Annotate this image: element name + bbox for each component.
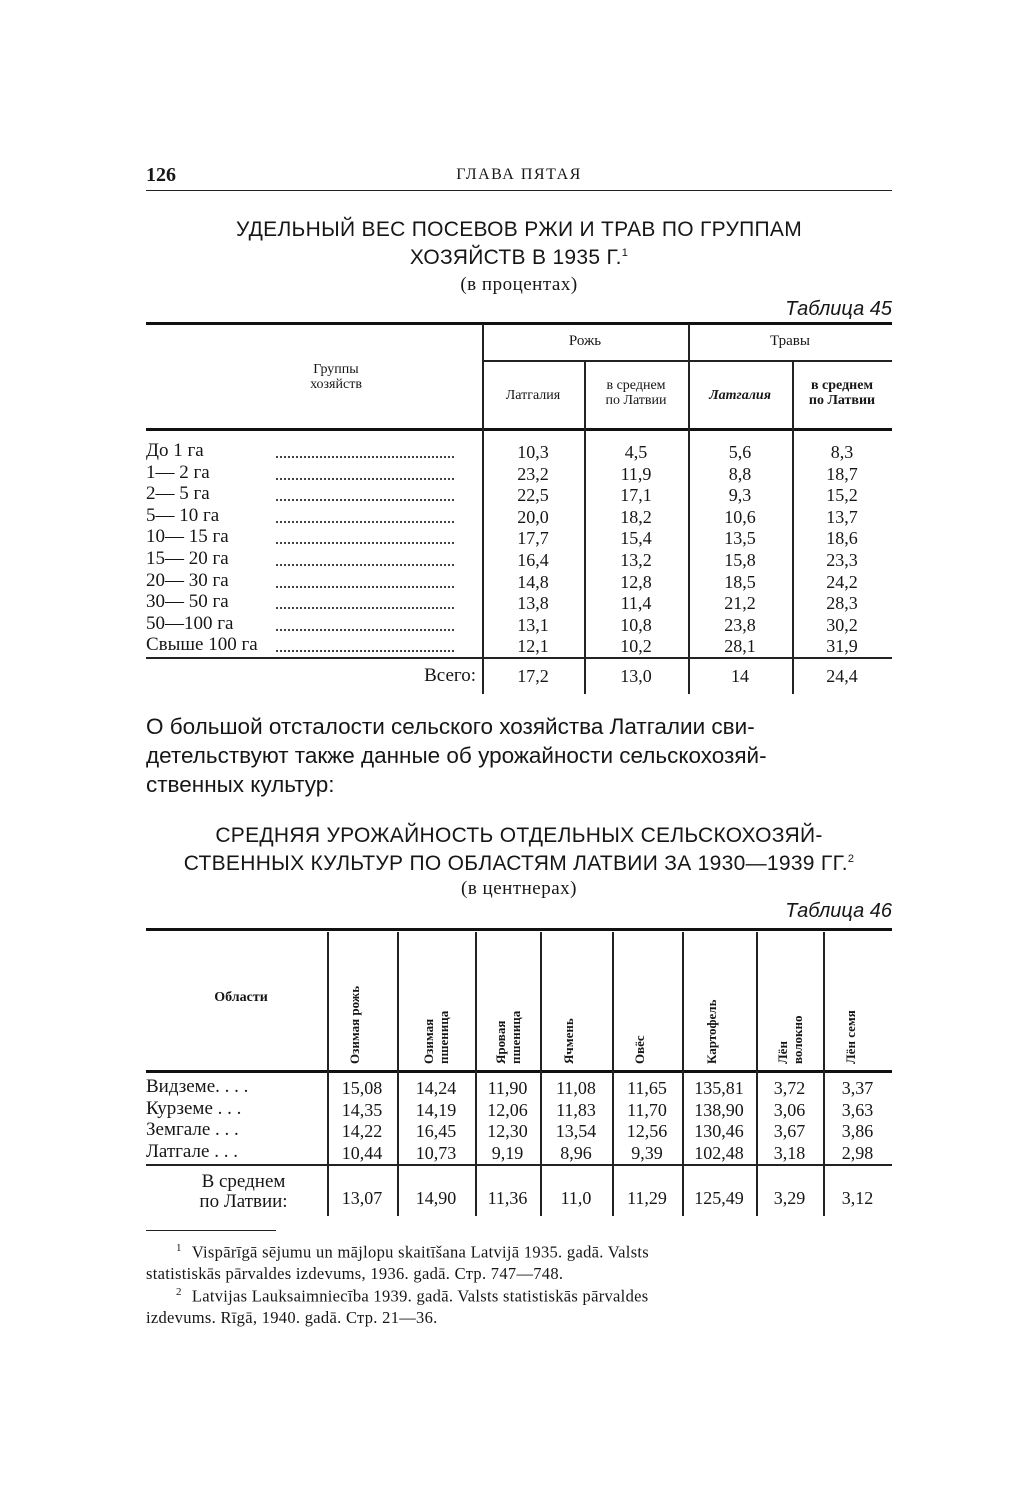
row-label: 2— 5 га: [146, 483, 210, 505]
table45-cell: 17,7: [517, 528, 549, 549]
avg-header-line: в среднем: [811, 378, 873, 393]
table45-cell: 14,8: [517, 571, 549, 592]
table45-cell: 23,2: [517, 463, 549, 484]
table45-cell: 10,3: [517, 442, 549, 462]
table45-cell: 23,3: [826, 550, 858, 570]
footnote-ref-2: 2: [847, 853, 855, 865]
table45-cell: 18,5: [724, 571, 756, 592]
leader-dots: [276, 456, 454, 458]
crop-column-header: Яровая пшеница: [492, 1010, 523, 1064]
grass-header: Травы: [770, 333, 810, 349]
rye-latgale-header: Латгалия: [505, 388, 561, 403]
table45-cell: 17,1: [620, 485, 652, 506]
footnote-1-text: Vispārīgā sējumu un mājlopu skaitīšana Latvijā 1935. gadā. Valsts: [191, 1242, 650, 1262]
table46-label: Таблица 46: [785, 900, 892, 922]
leader-dots: [276, 499, 454, 501]
table45-cell: 16,4: [517, 550, 549, 570]
table45-cell: 11,9: [620, 463, 652, 484]
table45-cell: 13,2: [620, 550, 652, 570]
table45-cell: 10,2: [620, 636, 652, 657]
table45-title-text: ХОЗЯЙСТВ В 1935 Г.: [409, 246, 622, 269]
table46-cell: 9,39: [631, 1142, 663, 1163]
footnote-2-text: Latvijas Lauksaimniecība 1939. gadā. Valsts statistiskās pārvaldes: [191, 1286, 649, 1306]
average-cell: 3,12: [841, 1188, 874, 1208]
table45-cell: 21,2: [724, 593, 756, 614]
table46-cell: 138,90: [694, 1099, 744, 1120]
table46-cell: 11,08: [556, 1078, 596, 1098]
table46-cell: 10,73: [415, 1142, 457, 1163]
table46-cell: 3,86: [841, 1121, 874, 1141]
table46-divider: [540, 932, 542, 1216]
table46-cell: 3,63: [841, 1099, 874, 1120]
table45-cell: 13,7: [826, 506, 858, 527]
table46-cell: 8,96: [560, 1142, 592, 1163]
rye-average-header: [584, 378, 688, 408]
table46-title-line2: [146, 852, 892, 876]
average-label-line: В среднем: [201, 1171, 286, 1192]
leader-dots: [276, 542, 454, 544]
total-value: 17,2: [517, 666, 549, 686]
table46-cell: 12,56: [626, 1121, 668, 1141]
total-label: Всего:: [424, 665, 476, 686]
table45-cell: 8,3: [830, 442, 854, 462]
average-cell: 11,0: [560, 1188, 592, 1208]
total-value: 24,4: [826, 666, 858, 686]
leader-dots: [276, 607, 454, 609]
table46-cell: 14,22: [341, 1121, 383, 1141]
footnote-1-first-line: [146, 1238, 892, 1263]
table45-cell: 18,2: [620, 506, 652, 527]
table46-divider: [475, 932, 477, 1216]
average-cell: 13,07: [341, 1188, 383, 1208]
avg-header-line: в среднем: [606, 378, 666, 393]
leader-dots: [276, 629, 454, 631]
table46-cell: 10,44: [341, 1142, 383, 1163]
rye-header: Рожь: [568, 333, 602, 349]
footnote-2: [146, 1282, 892, 1328]
crop-column-header: Ячмень: [561, 1018, 576, 1064]
total-value: 13,0: [620, 666, 652, 686]
average-cell: 125,49: [694, 1188, 744, 1208]
table45-cell: 9,3: [728, 485, 752, 506]
group-header-line: хозяйств: [310, 377, 362, 392]
table45-cell: 5,6: [728, 442, 752, 462]
chapter-title: ГЛАВА ПЯТАЯ: [456, 166, 582, 183]
table46-average-rule: [146, 1164, 892, 1166]
table45-cell: 13,5: [724, 528, 756, 549]
region-row-label: Земгале . . .: [146, 1119, 239, 1140]
row-label: 20— 30 га: [146, 569, 229, 591]
row-label: 10— 15 га: [146, 526, 229, 548]
table45-label: Таблица 45: [785, 298, 892, 320]
table45-cell: 15,4: [620, 528, 652, 549]
table45: [146, 322, 892, 696]
table46-top-rule: [146, 928, 892, 931]
table45-cell: 18,7: [826, 463, 858, 484]
crop-column-header: Озимая пшеница: [421, 1010, 451, 1064]
avg-header-line: по Латвии: [808, 393, 876, 408]
table45-cell: 13,8: [517, 593, 549, 614]
table46-cell: 130,46: [694, 1121, 744, 1141]
table46-cell: 3,37: [841, 1078, 874, 1098]
row-label: 30— 50 га: [146, 591, 229, 613]
table46-title-line1: СРЕДНЯЯ УРОЖАЙНОСТЬ ОТДЕЛЬНЫХ СЕЛЬСКОХОЗЯЙ-: [215, 824, 823, 847]
footnote-1-text: statistiskās pārvaldes izdevums, 1936. gadā. Стр. 747—748.: [146, 1263, 564, 1283]
table45-cell: 24,2: [826, 571, 858, 592]
table45-cell: 28,3: [826, 593, 858, 614]
running-head: [146, 164, 892, 191]
table45-header-rule: [146, 428, 892, 431]
table45-cell: 12,8: [620, 571, 652, 592]
table46-cell: 12,30: [487, 1121, 528, 1141]
table46-cell: 15,08: [341, 1078, 383, 1098]
page-number: 126: [146, 164, 176, 186]
row-label: 15— 20 га: [146, 548, 229, 569]
region-row-label: Видземе. . . .: [146, 1076, 249, 1097]
row-label: До 1 га: [146, 440, 204, 461]
crop-column-header: Лён волокно: [774, 1015, 805, 1064]
table45-cell: 28,1: [724, 636, 756, 657]
table46-cell: 9,19: [491, 1142, 524, 1163]
group-header: [246, 362, 426, 392]
table46-cell: 14,35: [341, 1099, 383, 1120]
avg-header-line: по Латвии: [605, 393, 667, 408]
footnote-2-first-line: [146, 1282, 892, 1307]
average-cell: 11,29: [627, 1188, 667, 1208]
average-label: [166, 1172, 321, 1212]
table46-cell: 3,18: [773, 1142, 806, 1163]
table45-cell: 15,2: [826, 485, 858, 506]
table46-divider: [682, 932, 684, 1216]
average-cell: 3,29: [773, 1188, 806, 1208]
table45-cell: 10,6: [724, 506, 756, 527]
table45-cell: 11,4: [620, 593, 652, 614]
table46-divider: [612, 932, 614, 1216]
table46-cell: 3,67: [773, 1121, 806, 1141]
table46-cell: 102,48: [694, 1142, 744, 1163]
table46-cell: 14,19: [415, 1099, 457, 1120]
row-label: Свыше 100 га: [146, 634, 258, 656]
table45-top-rule: [146, 322, 892, 325]
table46-divider: [397, 932, 399, 1216]
region-row-label: Курземе . . .: [146, 1097, 242, 1119]
table45-cell: 15,8: [724, 550, 756, 570]
footnote-1-mark: 1: [176, 1242, 182, 1254]
table46-cell: 11,83: [556, 1099, 596, 1120]
crop-column-header: Озимая рожь: [347, 985, 362, 1064]
leader-dots: [276, 478, 454, 480]
table46-cell: 14,24: [415, 1078, 457, 1098]
table46-cell: 16,45: [415, 1121, 457, 1141]
footnote-rule: [146, 1230, 276, 1231]
leader-dots: [276, 564, 454, 566]
table45-cell: 10,8: [620, 614, 652, 635]
leader-dots: [276, 586, 454, 588]
footnote-2-text: izdevums. Rīgā, 1940. gadā. Стр. 21—36.: [146, 1307, 438, 1327]
table45-cell: 8,8: [728, 463, 752, 484]
table46-divider: [823, 932, 825, 1216]
row-label: 50—100 га: [146, 612, 234, 634]
group-header-line: Группы: [313, 362, 359, 377]
row-label: 5— 10 га: [146, 504, 220, 526]
table46-header-rule: [146, 1070, 892, 1073]
region-row-label: Латгале . . .: [146, 1140, 238, 1162]
footnote-2-mark: 2: [176, 1286, 182, 1298]
table46-divider: [327, 932, 329, 1216]
table46-cell: 11,70: [627, 1099, 667, 1120]
table45-cell: 23,8: [724, 614, 756, 635]
crop-column-header: Овёс: [632, 1035, 647, 1064]
paragraph-line: О большой отсталости сельского хозяйства Латгалии сви-: [146, 714, 755, 739]
table46-cell: 2,98: [841, 1142, 874, 1163]
table46-cell: 135,81: [694, 1078, 744, 1098]
table45-cell: 18,6: [826, 528, 858, 549]
table45-cell: 20,0: [517, 506, 549, 527]
total-value: 14: [731, 666, 749, 686]
paragraph-line: детельствуют также данные об урожайности сельскохозяй-: [146, 743, 767, 768]
table45-cell: 13,1: [517, 614, 549, 635]
table46-cell: 12,06: [487, 1099, 528, 1120]
table45-title-line2: [146, 246, 892, 270]
grass-average-header: [792, 378, 892, 408]
table45-subheader-rule: [482, 360, 892, 362]
average-cell: 14,90: [415, 1188, 457, 1208]
table46-cell: 13,54: [555, 1121, 597, 1141]
table45-cell: 22,5: [517, 485, 549, 506]
table46-units: (в центнерах): [461, 878, 577, 899]
table45-cell: 12,1: [517, 636, 549, 657]
row-label: 1— 2 га: [146, 461, 210, 483]
crop-column-header: Лён семя: [842, 1010, 858, 1064]
footnote-1: [146, 1238, 892, 1284]
crop-column-header: Картофель: [704, 999, 719, 1064]
average-cell: 11,36: [487, 1188, 528, 1208]
table45-title-line1: УДЕЛЬНЫЙ ВЕС ПОСЕВОВ РЖИ И ТРАВ ПО ГРУППАМ: [235, 218, 803, 241]
paragraph-line: ственных культур:: [146, 772, 335, 797]
leader-dots: [276, 650, 454, 652]
body-paragraph: [146, 712, 892, 799]
table46-cell: 3,72: [773, 1078, 806, 1098]
average-label-line: по Латвии:: [199, 1191, 288, 1212]
grass-latgale-header: Латгалия: [709, 388, 771, 403]
table46-divider: [756, 932, 758, 1216]
table45-units: (в процентах): [460, 274, 578, 295]
table46-cell: 11,65: [627, 1078, 667, 1098]
leader-dots: [276, 521, 454, 523]
table45-cell: 4,5: [624, 442, 648, 462]
table46-cell: 11,90: [487, 1078, 528, 1098]
table45-cell: 30,2: [826, 614, 858, 635]
footnote-ref-1: 1: [621, 247, 629, 259]
table46-cell: 3,06: [773, 1099, 806, 1120]
table46-title-text: СТВЕННЫХ КУЛЬТУР ПО ОБЛАСТЯМ ЛАТВИИ ЗА 1930—1939 ГГ.: [183, 852, 848, 875]
region-header: Области: [214, 990, 268, 1005]
table46: [146, 928, 892, 1218]
table45-cell: 31,9: [826, 636, 858, 657]
